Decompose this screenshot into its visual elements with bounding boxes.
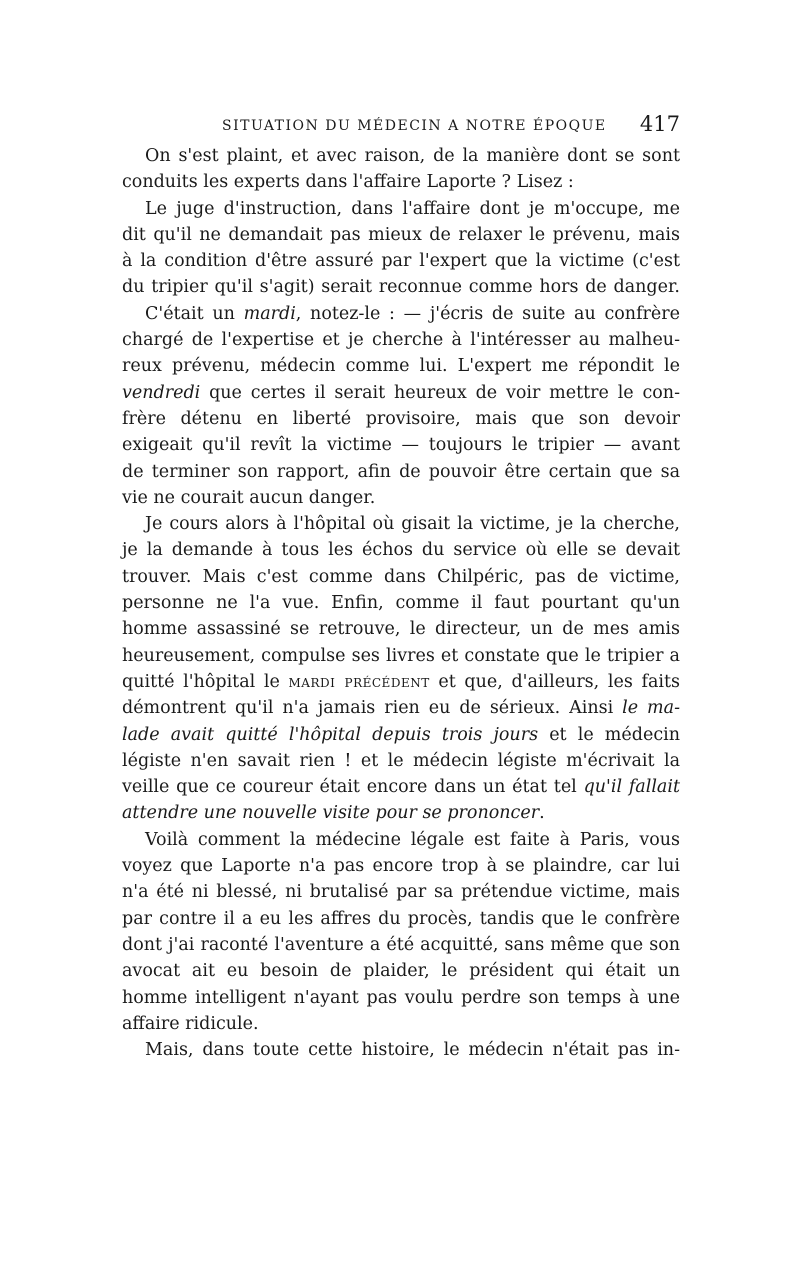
text-run: veille que ce coureur était encore dans un état tel (122, 777, 584, 798)
italic-text: mardi (243, 303, 296, 324)
text-line: On s'est plaint, et avec raison, de la manière dont se sont (145, 146, 680, 166)
text-line: trouver. Mais c'est comme dans Chilpéric, pas de victime, (122, 566, 680, 587)
paragraph-5 (122, 827, 680, 1037)
italic-text: attendre une nouvelle visite pour se prononcer (122, 803, 540, 824)
text-line: Je cours alors à l'hôpital où gisait la victime, je la cherche, (145, 514, 680, 535)
text-line: heureusement, compulse ses livres et constate que le tripier a (122, 645, 680, 666)
text-line: chargé de l'expertise et je cherche à l'intéresser au malheu- (122, 330, 680, 351)
italic-text: vendredi (122, 382, 201, 403)
text-line: Mais, dans toute cette histoire, le médecin n'était pas in- (145, 1040, 680, 1061)
text-line: exigeait qu'il revît la victime — toujours le tripier — avant (122, 435, 680, 456)
text-line: du tripier qu'il s'agit) serait reconnue comme hors de danger. (122, 277, 680, 298)
text-line: légiste n'en savait rien ! et le médecin légiste m'écrivait la (122, 750, 680, 771)
paragraph-2 (122, 196, 680, 301)
italic-text: qu'il fallait (583, 777, 680, 798)
italic-text: lade avait quitté l'hôpital depuis trois jours (122, 724, 539, 745)
text-line: voyez que Laporte n'a pas encore trop à se plaindre, car lui (122, 856, 680, 877)
text-line (122, 301, 680, 327)
text-line: n'a été ni blessé, ni brutalisé par sa prétendue victime, mais (122, 882, 680, 903)
text-run: C'était un (145, 303, 244, 324)
text-line: dit qu'il ne demandait pas mieux de relaxer le prévenu, mais (122, 224, 680, 245)
text-run: . (539, 803, 545, 824)
running-title: SITUATION DU MÉDECIN A NOTRE ÉPOQUE (222, 118, 607, 134)
body-text (122, 143, 680, 1063)
text-line: vie ne courait aucun danger. (122, 487, 376, 508)
text-line: reux prévenu, médecin comme lui. L'expert me répondit le (122, 356, 680, 377)
text-line (122, 722, 680, 748)
text-line: dont j'ai raconté l'aventure a été acquitté, sans même que son (122, 934, 680, 955)
text-line: conduits les experts dans l'affaire Laporte ? Lisez : (122, 172, 574, 193)
text-line: homme intelligent n'ayant pas voulu perdre son temps à une (122, 987, 680, 1008)
text-run: démontrent qu'il n'a jamais rien eu de sérieux. Ainsi (122, 698, 623, 719)
text-run: quitté l'hôpital le (122, 671, 289, 692)
text-line: frère détenu en liberté provisoire, mais que son devoir (122, 408, 680, 429)
running-head (122, 112, 680, 142)
text-line (122, 695, 680, 721)
text-line: je la demande à tous les échos du service où elle se devait (122, 540, 680, 561)
text-line: à la condition d'être assuré par l'expert que la victime (c'est (122, 251, 680, 272)
text-run: et le médecin (538, 724, 680, 745)
text-line: affaire ridicule. (122, 1013, 259, 1034)
page-number: 417 (639, 112, 680, 136)
text-line: par contre il a eu les affres du procès, tandis que le confrère (122, 908, 680, 929)
paragraph-3 (122, 301, 680, 511)
text-line (122, 669, 680, 695)
small-caps-text: mardi précédent (288, 671, 430, 692)
text-line (122, 380, 680, 406)
text-line: Voilà comment la médecine légale est faite à Paris, vous (145, 829, 680, 850)
paragraph-1 (122, 143, 680, 196)
text-run: et que, d'ailleurs, les faits (429, 671, 680, 692)
text-line (122, 800, 680, 826)
text-line: avocat ait eu besoin de plaider, le président qui était un (122, 961, 680, 982)
text-run: que certes il serait heureux de voir mettre le con- (200, 382, 680, 403)
text-line: homme assassiné se retrouve, le directeur, un de mes amis (122, 619, 680, 640)
text-line: de terminer son rapport, afin de pouvoir être certain que sa (122, 461, 680, 482)
text-line: personne ne l'a vue. Enfin, comme il faut pourtant qu'un (122, 593, 680, 614)
paragraph-4 (122, 511, 680, 827)
text-line (122, 774, 680, 800)
paragraph-6 (122, 1037, 680, 1063)
text-line: Le juge d'instruction, dans l'affaire dont je m'occupe, me (145, 198, 680, 219)
italic-text: le ma- (622, 698, 680, 719)
text-run: , notez-le : — j'écris de suite au confrère (295, 303, 680, 324)
